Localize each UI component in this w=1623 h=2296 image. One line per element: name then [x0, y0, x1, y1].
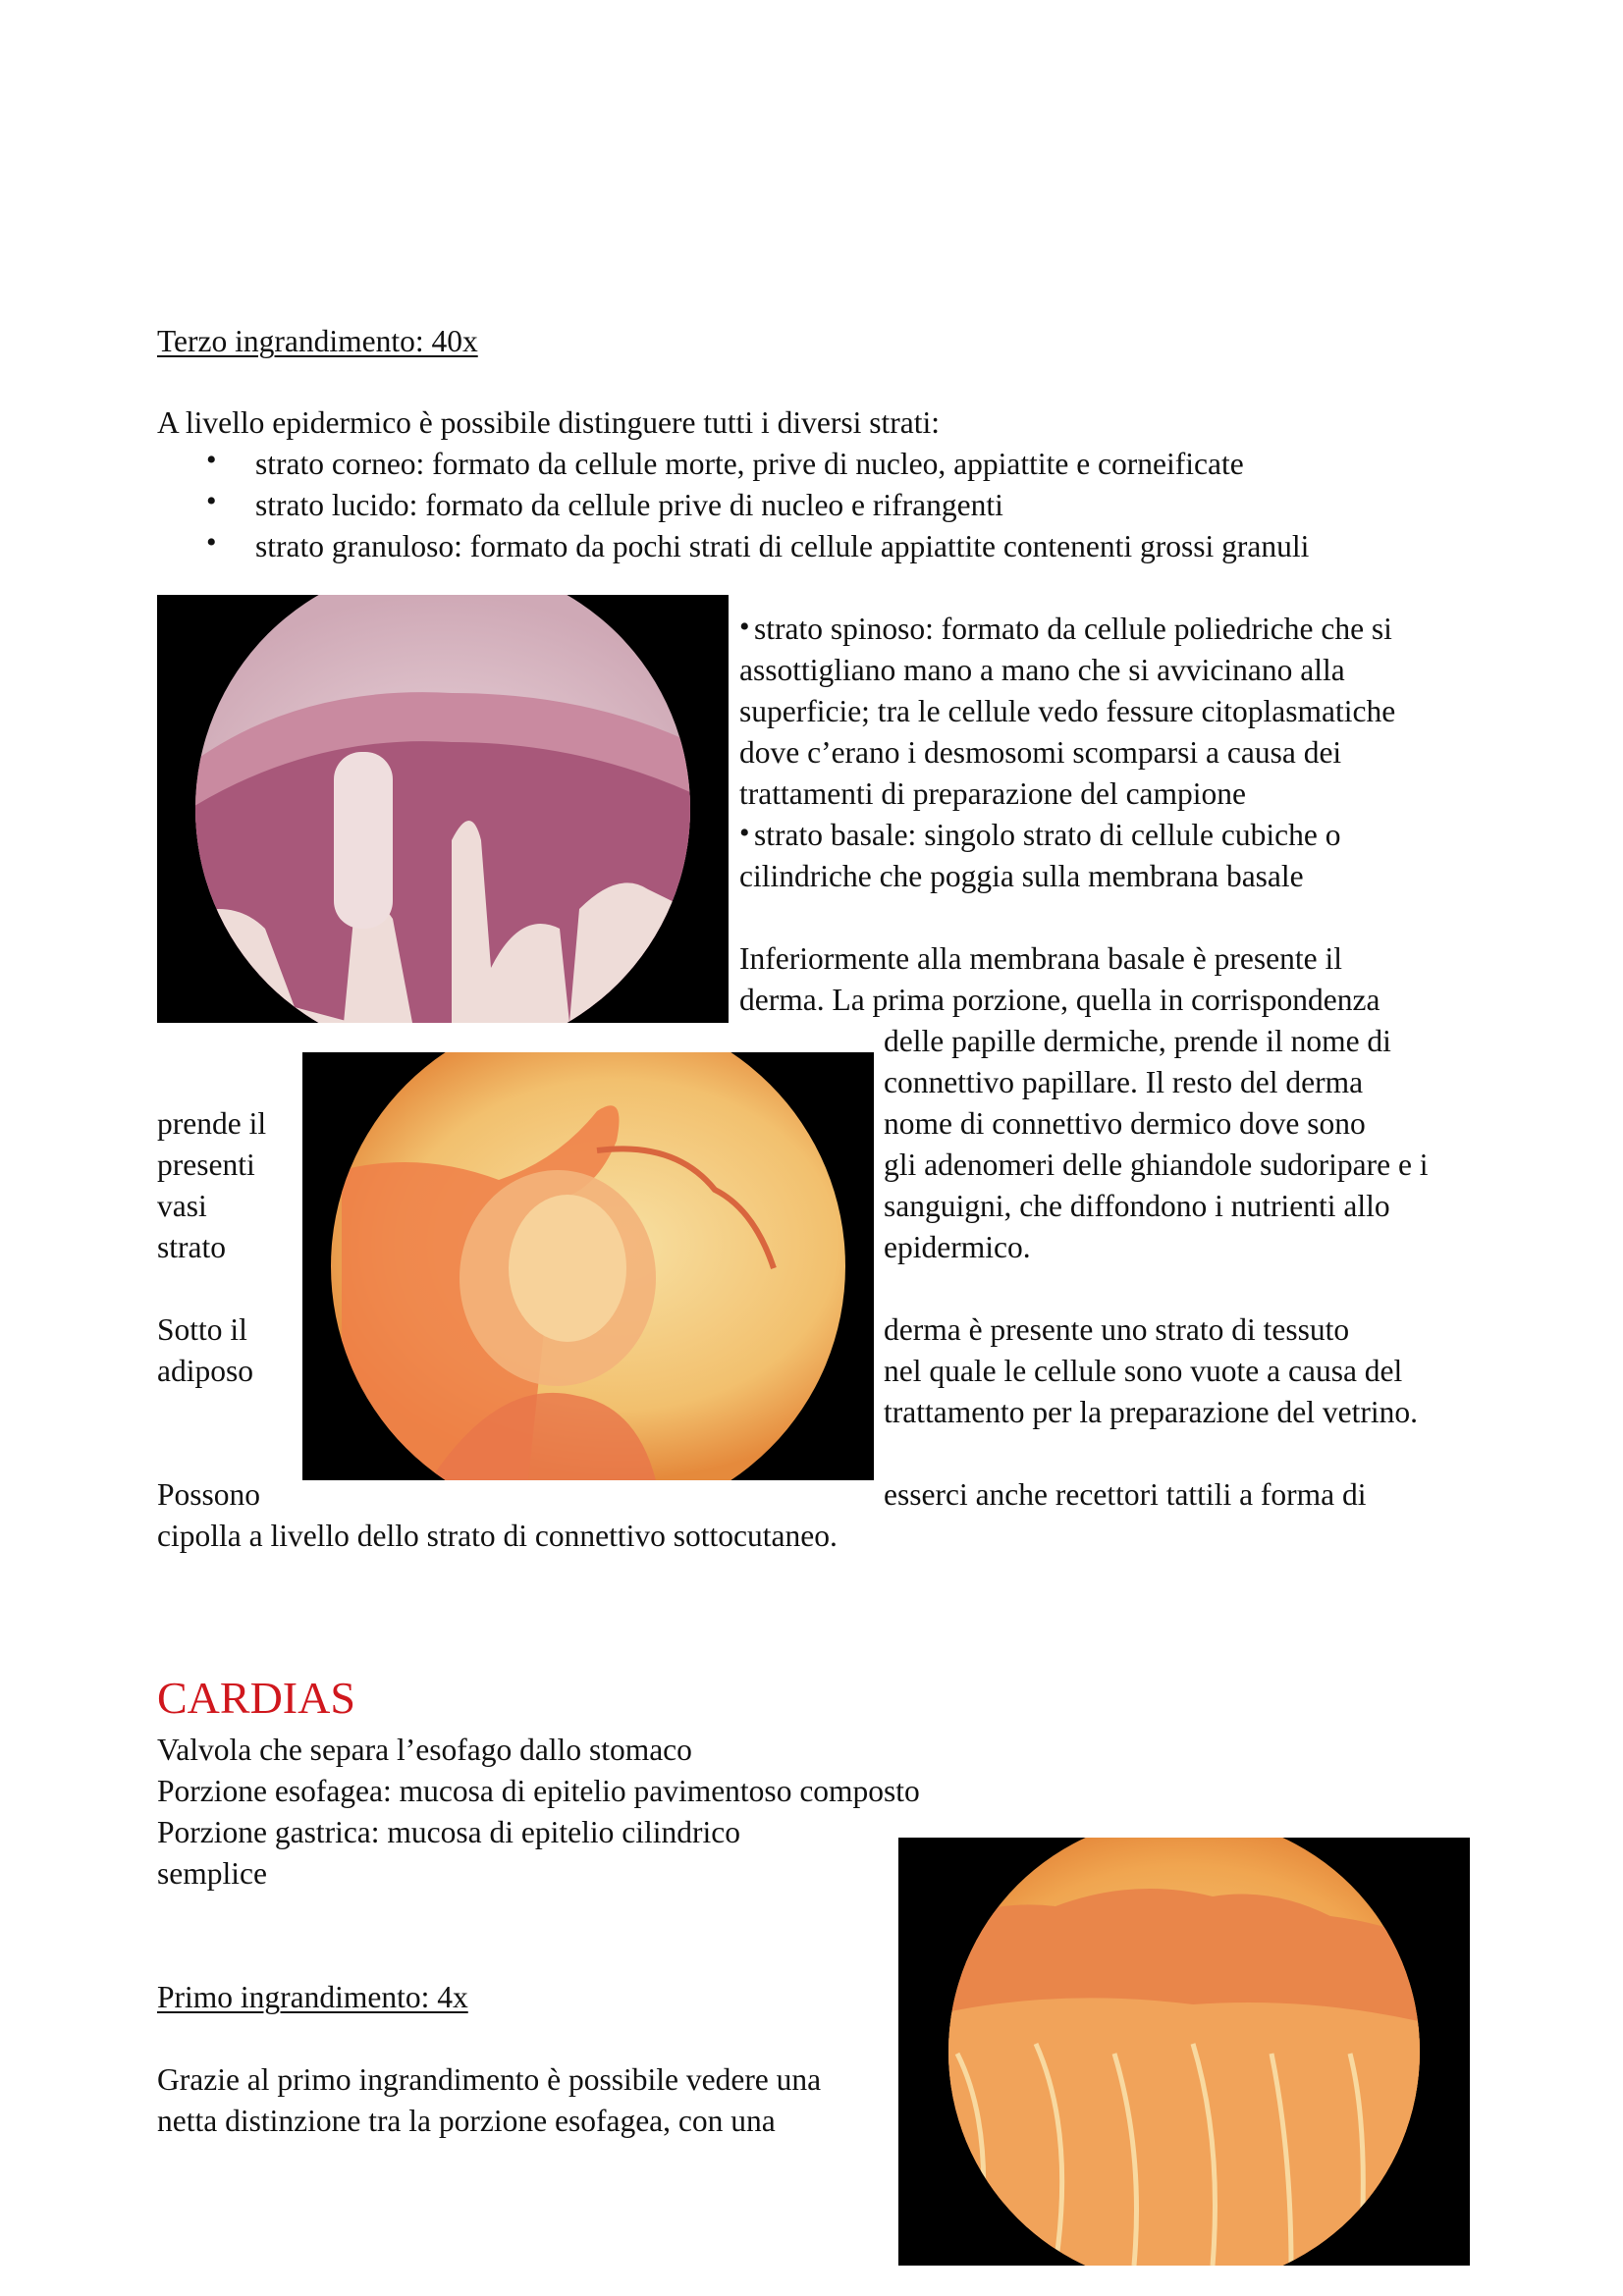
text-line: trattamento per la preparazione del vetrino. [884, 1395, 1418, 1429]
text-line: cipolla a livello dello strato di connettivo sottocutaneo. [157, 1519, 838, 1553]
text-line: sanguigni, che diffondono i nutrienti allo [884, 1189, 1390, 1223]
text-line: gli adenomeri delle ghiandole sudoripare e i [884, 1148, 1429, 1182]
text-line: derma. La prima porzione, quella in corrispondenza [739, 983, 1380, 1017]
bullet-dot-icon: • [206, 444, 217, 476]
text-line: Inferiormente alla membrana basale è presente il [739, 941, 1342, 976]
micrograph-cardias-4x-icon [898, 1838, 1470, 2266]
section-heading-40x: Terzo ingrandimento: 40x [157, 324, 478, 358]
micrograph-receptor [302, 1052, 874, 1480]
text-line: prende il [157, 1106, 267, 1141]
text-line: Porzione gastrica: mucosa di epitelio cilindrico [157, 1815, 740, 1849]
text-line: Possono [157, 1477, 261, 1512]
micrograph-skin-epidermis-40x-icon [157, 595, 729, 1023]
text-line: nel quale le cellule sono vuote a causa del [884, 1354, 1403, 1388]
intro-text: A livello epidermico è possibile distinguere tutti i diversi strati: [157, 405, 940, 440]
text-line: adiposo [157, 1354, 253, 1388]
bullet-dot-icon: • [739, 817, 750, 849]
text-line: delle papille dermiche, prende il nome di [884, 1024, 1391, 1058]
text-line: presenti [157, 1148, 255, 1182]
text-line: trattamenti di preparazione del campione [739, 776, 1247, 811]
micrograph-skin-receptor-orange-icon [302, 1052, 874, 1480]
text-line: connettivo papillare. Il resto del derma [884, 1065, 1364, 1099]
text-line: Porzione esofagea: mucosa di epitelio pavimentoso composto [157, 1774, 920, 1808]
text-line: Sotto il [157, 1312, 247, 1347]
bullet-dot-icon: • [739, 611, 750, 643]
text-line: cilindriche che poggia sulla membrana basale [739, 859, 1304, 893]
section-title-cardias: CARDIAS [157, 1673, 355, 1723]
text-line: vasi [157, 1189, 207, 1223]
text-line: semplice [157, 1856, 267, 1891]
text-line: esserci anche recettori tattili a forma di [884, 1477, 1367, 1512]
list-item: strato granuloso: formato da pochi strati di cellule appiattite contenenti grossi granuli [255, 529, 1310, 563]
text-line: nome di connettivo dermico dove sono [884, 1106, 1366, 1141]
section-heading-4x: Primo ingrandimento: 4x [157, 1980, 468, 2014]
text-line: strato spinoso: formato da cellule poliedriche che si [754, 612, 1392, 646]
list-item: strato lucido: formato da cellule prive di nucleo e rifrangenti [255, 488, 1003, 522]
text-line: netta distinzione tra la porzione esofagea, con una [157, 2104, 776, 2138]
micrograph-epidermis [157, 595, 729, 1023]
list-item: strato corneo: formato da cellule morte, prive di nucleo, appiattite e corneificate [255, 447, 1244, 481]
bullet-dot-icon: • [206, 485, 217, 517]
text-line: assottigliano mano a mano che si avvicinano alla [739, 653, 1345, 687]
text-line: dove c’erano i desmosomi scomparsi a causa dei [739, 735, 1342, 770]
text-line: Grazie al primo ingrandimento è possibile vedere una [157, 2062, 822, 2097]
text-line: strato basale: singolo strato di cellule cubiche o [754, 818, 1341, 852]
text-line: epidermico. [884, 1230, 1031, 1264]
text-line: Valvola che separa l’esofago dallo stomaco [157, 1733, 692, 1767]
micrograph-cardias [898, 1838, 1470, 2266]
text-line: strato [157, 1230, 226, 1264]
text-line: derma è presente uno strato di tessuto [884, 1312, 1350, 1347]
bullet-dot-icon: • [206, 526, 217, 559]
text-line: superficie; tra le cellule vedo fessure citoplasmatiche [739, 694, 1396, 728]
